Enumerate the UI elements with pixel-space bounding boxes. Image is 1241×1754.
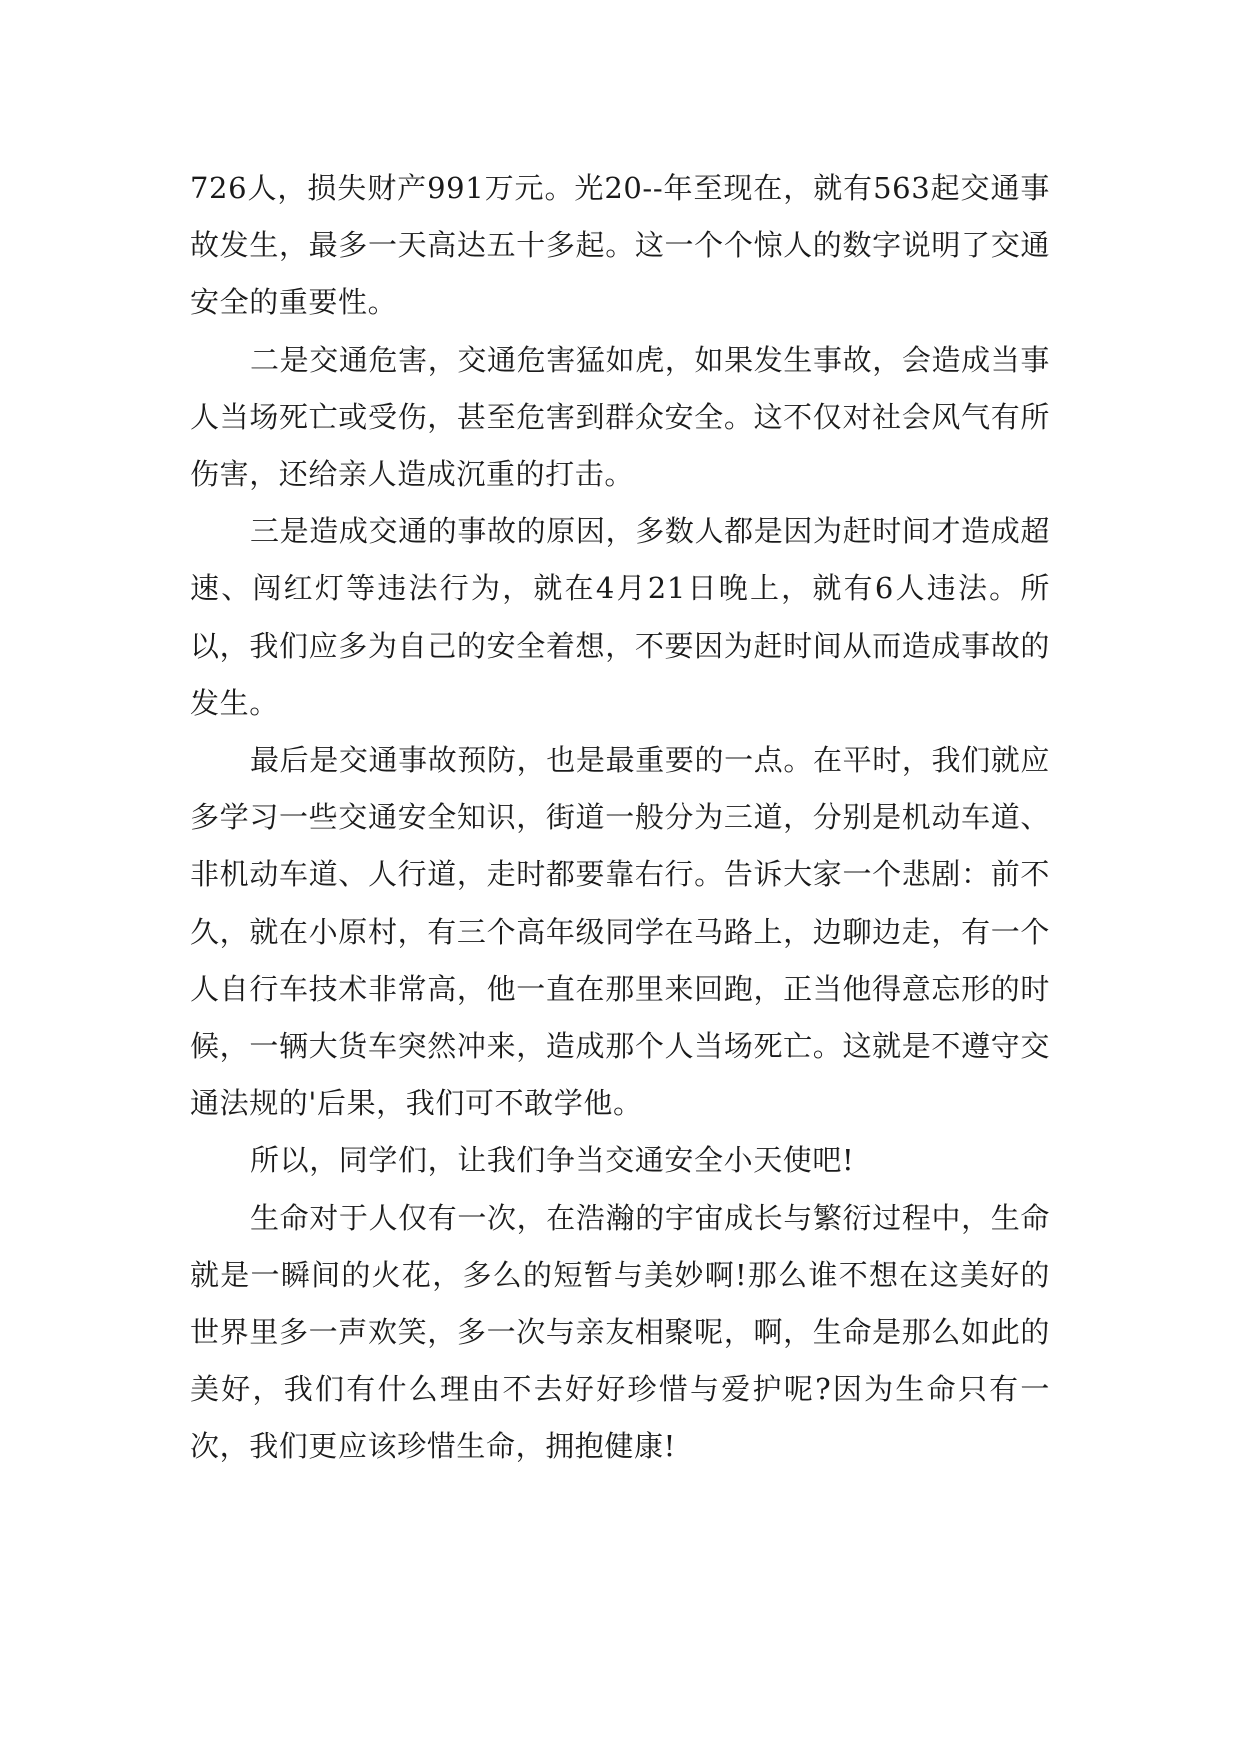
paragraph-5: 所以，同学们，让我们争当交通安全小天使吧!	[250, 1143, 855, 1178]
paragraph-4: 最后是交通事故预防，也是最重要的一点。在平时，我们就应多学习一些交通安全知识，街道一般分为三道，分别是机动车道、非机动车道、人行道，走时都要靠右行。告诉大家一个悲剧：前不久，就在小原村，有三个高年级同学在马路上，边聊边走，有一个人自行车技术非常高，他一直在那里来回跑，正当他得意忘形的时候，一辆大货车突然冲来，造成那个人当场死亡。这就是不遵守交通法规的'后果，我们可不敢学他。	[190, 743, 1050, 1121]
document-body	[190, 160, 1050, 1476]
paragraph-1: 726人，损失财产991万元。光20--年至现在，就有563起交通事故发生，最多一天高达五十多起。这一个个惊人的数字说明了交通安全的重要性。	[190, 171, 1050, 320]
paragraph-2: 二是交通危害，交通危害猛如虎，如果发生事故，会造成当事人当场死亡或受伤，甚至危害到群众安全。这不仅对社会风气有所伤害，还给亲人造成沉重的打击。	[190, 342, 1050, 492]
paragraph-3: 三是造成交通的事故的原因，多数人都是因为赶时间才造成超速、闯红灯等违法行为，就在4月21日晚上，就有6人违法。所以，我们应多为自己的安全着想，不要因为赶时间从而造成事故的发生。	[190, 514, 1050, 720]
paragraph-6: 生命对于人仅有一次，在浩瀚的宇宙成长与繁衍过程中，生命就是一瞬间的火花，多么的短暂与美妙啊!那么谁不想在这美好的世界里多一声欢笑，多一次与亲友相聚呢，啊，生命是那么如此的美好，我们有什么理由不去好好珍惜与爱护呢?因为生命只有一次，我们更应该珍惜生命，拥抱健康!	[190, 1200, 1050, 1464]
